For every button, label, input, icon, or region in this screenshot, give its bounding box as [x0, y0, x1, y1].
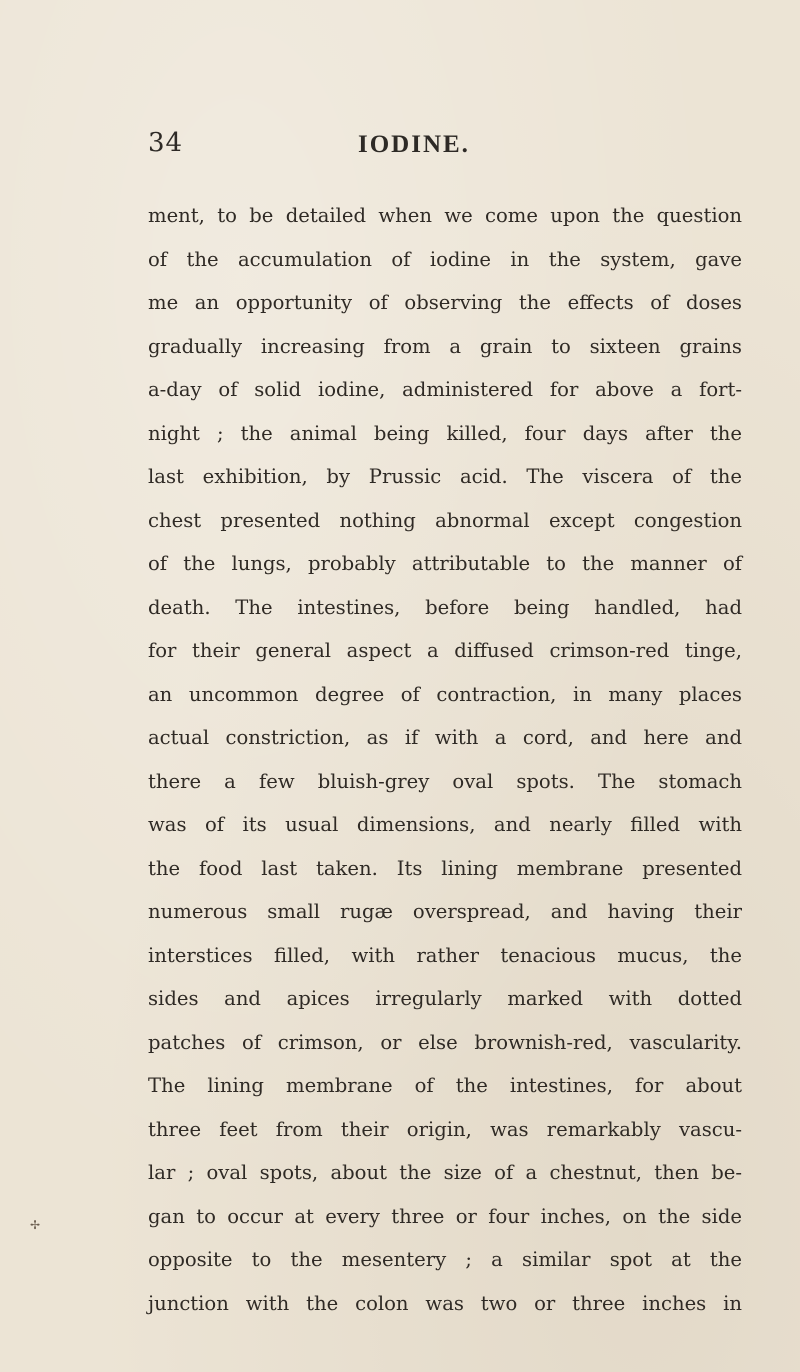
- text-line: patches of crimson, or else brownish-red, vascularity.: [148, 1030, 742, 1054]
- margin-mark-icon: ✢: [30, 1218, 41, 1232]
- text-line: there a few bluish-grey oval spots. The stomach: [148, 769, 742, 793]
- page-header: [148, 128, 742, 168]
- text-line: death. The intestines, before being handled, had: [148, 595, 742, 619]
- text-line: an uncommon degree of contraction, in many places: [148, 682, 742, 706]
- text-line: night ; the animal being killed, four days after the: [148, 421, 742, 445]
- text-line: ment, to be detailed when we come upon the question: [148, 204, 742, 227]
- text-line: was of its usual dimensions, and nearly filled with: [148, 813, 742, 836]
- text-line: chest presented nothing abnormal except congestion: [148, 508, 742, 532]
- running-head: IODINE.: [358, 131, 470, 158]
- text-line: for their general aspect a diffused crimson-red tinge,: [148, 639, 742, 662]
- text-line: three feet from their origin, was remarkably vascu-: [148, 1117, 742, 1141]
- text-line: lar ; oval spots, about the size of a chestnut, then be-: [148, 1161, 742, 1184]
- text-line: junction with the colon was two or three inches in: [148, 1291, 742, 1315]
- text-line: The lining membrane of the intestines, for about: [148, 1074, 742, 1097]
- text-line: of the lungs, probably attributable to the manner of: [148, 552, 742, 575]
- text-line: interstices filled, with rather tenacious mucus, the: [148, 943, 742, 967]
- text-line: of the accumulation of iodine in the system, gave: [148, 247, 742, 271]
- text-line: last exhibition, by Prussic acid. The viscera of the: [148, 465, 742, 488]
- text-line: a-day of solid iodine, administered for above a fort-: [148, 378, 742, 401]
- text-line: opposite to the mesentery ; a similar spot at the: [148, 1248, 742, 1271]
- text-line: sides and apices irregularly marked with dotted: [148, 987, 742, 1010]
- text-line: me an opportunity of observing the effects of doses: [148, 291, 742, 314]
- text-line: the food last taken. Its lining membrane presented: [148, 856, 742, 880]
- text-line: gan to occur at every three or four inches, on the side: [148, 1204, 742, 1228]
- page-number: 34: [148, 128, 184, 158]
- text-line: gradually increasing from a grain to sixteen grains: [148, 334, 742, 358]
- text-line: numerous small rugæ overspread, and having their: [148, 900, 742, 923]
- body-text: [148, 194, 742, 1325]
- text-line: actual constriction, as if with a cord, and here and: [148, 726, 742, 749]
